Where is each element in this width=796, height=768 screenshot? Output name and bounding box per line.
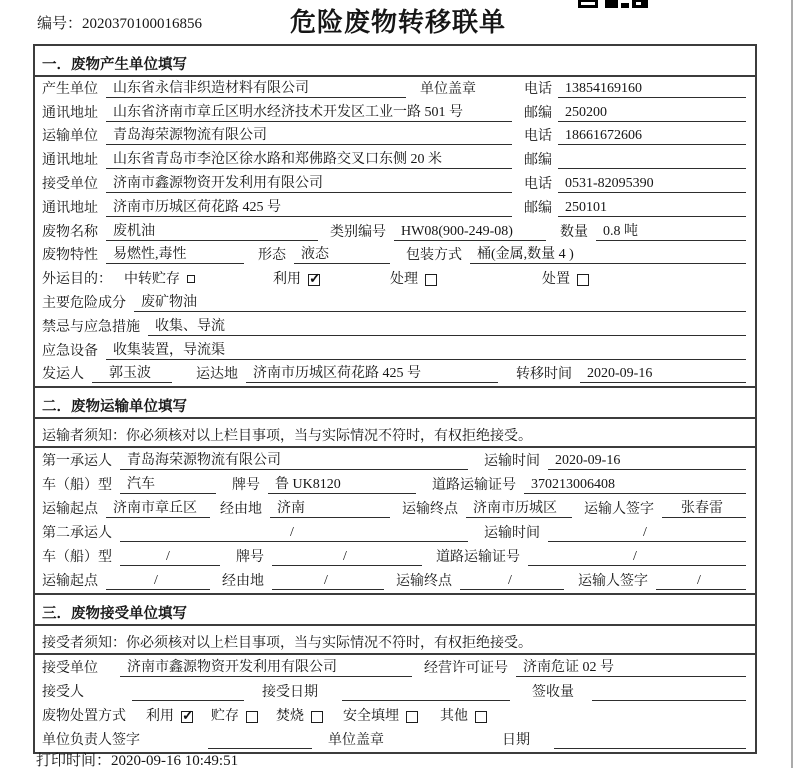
row-receiver-address	[35, 196, 755, 220]
license-label: 经营许可证号	[424, 660, 508, 676]
equipment-value: 收集装置，导流渠	[106, 342, 746, 360]
print-time-value: 2020-09-16 10:49:51	[111, 753, 239, 768]
address-label: 通讯地址	[42, 153, 98, 169]
waste-name-value: 废机油	[106, 223, 318, 241]
transporter-phone-value: 18661672606	[558, 127, 746, 145]
serial-label: 编号：	[37, 16, 83, 32]
transport-time-label: 运输时间	[484, 526, 540, 542]
endpoint-label: 运输终点	[396, 574, 452, 590]
road-permit-label: 道路运输证号	[432, 477, 516, 493]
producer-address-value: 山东省济南市章丘区明水经济技术开发区工业一路 501 号	[106, 104, 512, 122]
receiver-value: 济南市鑫源物资开发利用有限公司	[106, 175, 512, 193]
recipient-label: 接受人	[42, 684, 84, 700]
address-label: 通讯地址	[42, 200, 98, 216]
producer-phone-group	[524, 80, 746, 98]
plate-label: 牌号	[236, 550, 264, 566]
page-title: 危险废物转移联单	[289, 8, 506, 37]
receiver-label: 接受单位	[42, 176, 98, 192]
packing-value: 桶(金属,数量 4 )	[470, 246, 746, 264]
endpoint-2-value: /	[460, 572, 564, 590]
producer-zip-value: 250200	[558, 104, 746, 122]
row-receiving-unit	[35, 655, 755, 679]
phone-label: 电话	[524, 81, 552, 97]
row-vehicle-1	[35, 473, 755, 497]
row-producer	[35, 77, 755, 101]
row-emergency-equipment	[35, 339, 755, 363]
clipped-text-fragment	[632, 0, 648, 8]
road-permit-label: 道路运输证号	[436, 550, 520, 566]
transporter-label: 运输单位	[42, 129, 98, 145]
clipped-text-fragment	[621, 3, 629, 8]
row-waste-character	[35, 244, 755, 268]
receiving-unit-label: 接受单位	[42, 660, 98, 676]
transporter-notice: 运输者须知：你必须核对以上栏目事项，当与实际情况不符时，有权拒绝接受。	[35, 419, 755, 448]
road-permit-2-value: /	[528, 548, 746, 566]
quantity-value: 0.8 吨	[596, 223, 746, 241]
row-taboo-measures	[35, 315, 755, 339]
receiver-address-value: 济南市历城区荷花路 425 号	[106, 199, 512, 217]
checkbox-icon	[425, 274, 437, 286]
transport-time-label: 运输时间	[484, 453, 540, 469]
section2-header: 二．废物运输单位填写	[35, 386, 755, 419]
row-recipient	[35, 680, 755, 704]
transporter-address-value: 山东省青岛市李沧区徐水路和郑佛路交叉口东侧 20 米	[106, 151, 512, 169]
row-producer-address	[35, 101, 755, 125]
hazard-label: 主要危险成分	[42, 295, 126, 311]
origin-label: 运输起点	[42, 501, 98, 517]
transporter-sign-label: 运输人签字	[584, 501, 654, 517]
purpose-option-dispose	[542, 271, 589, 288]
principal-sign-value	[208, 732, 312, 749]
taboo-value: 收集、导流	[148, 318, 746, 336]
via-label: 经由地	[222, 574, 264, 590]
via-label: 经由地	[220, 501, 262, 517]
transfer-time-value: 2020-09-16	[580, 365, 746, 383]
receiving-unit-value: 济南市鑫源物资开发利用有限公司	[120, 659, 412, 677]
producer-zip-group	[524, 104, 746, 122]
sign-date-label: 日期	[502, 733, 530, 749]
disposal-method-label: 废物处置方式	[42, 709, 126, 725]
section3-header: 三．废物接受单位填写	[35, 593, 755, 626]
checkbox-icon	[187, 275, 195, 283]
window-edge-line	[791, 0, 793, 768]
second-carrier-value: /	[120, 524, 468, 542]
receiver-zip-value: 250101	[558, 199, 746, 217]
equipment-label: 应急设备	[42, 343, 98, 359]
purpose-option-storage	[124, 271, 195, 288]
section1-header: 一．废物产生单位填写	[35, 46, 755, 77]
vehicle-type-value: 汽车	[120, 476, 216, 494]
print-time-label: 打印时间：	[36, 753, 112, 768]
waste-name-label: 废物名称	[42, 224, 98, 240]
zip-label: 邮编	[524, 153, 552, 169]
row-route-2	[35, 569, 755, 593]
serial-value: 2020370100016856	[82, 16, 203, 32]
print-timestamp	[36, 749, 238, 768]
row-first-carrier	[35, 448, 755, 472]
receiver-phone-group	[524, 175, 746, 193]
purpose-option-treat	[390, 271, 437, 288]
vehicle-type-2-value: /	[120, 548, 220, 566]
row-transfer-purpose	[35, 267, 755, 291]
disposal-option-landfill	[343, 708, 418, 725]
receiver-phone-value: 0531-82095390	[558, 175, 746, 193]
receive-date-value	[342, 684, 510, 701]
phone-label: 电话	[524, 176, 552, 192]
row-vehicle-2	[35, 545, 755, 569]
road-permit-value: 370213006408	[524, 476, 746, 494]
clipped-stamp-text	[578, 0, 653, 8]
clipped-text-fragment	[578, 0, 598, 8]
destination-label: 运达地	[196, 367, 238, 383]
shipper-value: 郭玉波	[92, 365, 172, 383]
waste-character-value: 易燃性,毒性	[106, 246, 244, 264]
plate-2-value: /	[272, 548, 422, 566]
recipient-value	[132, 684, 244, 701]
zip-label: 邮编	[524, 200, 552, 216]
disposal-option-incinerate	[276, 708, 323, 725]
transporter-value: 青岛海荣源物流有限公司	[106, 127, 512, 145]
transporter-zip-value	[558, 152, 746, 169]
receipt-amount-value	[592, 684, 746, 701]
checkbox-icon	[308, 274, 320, 286]
producer-value: 山东省永信非织造材料有限公司	[106, 80, 406, 98]
form-label: 形态	[258, 248, 286, 264]
row-waste-name	[35, 220, 755, 244]
waste-character-label: 废物特性	[42, 248, 98, 264]
row-transporter	[35, 125, 755, 149]
category-label: 类别编号	[330, 224, 386, 240]
hazard-value: 废矿物油	[134, 294, 746, 312]
plate-label: 牌号	[232, 477, 260, 493]
receiver-notice: 接受者须知：你必须核对以上栏目事项，当与实际情况不符时，有权拒绝接受。	[35, 626, 755, 655]
origin-value: 济南市章丘区	[106, 500, 210, 518]
vehicle-type-label: 车（船）型	[42, 550, 112, 566]
unit-seal-label: 单位盖章	[328, 733, 384, 749]
second-carrier-label: 第二承运人	[42, 526, 112, 542]
form-value: 液态	[294, 246, 390, 264]
checkbox-label: 贮存	[211, 709, 239, 725]
receive-date-label: 接受日期	[262, 684, 318, 700]
endpoint-value: 济南市历城区	[466, 500, 572, 518]
origin-label: 运输起点	[42, 574, 98, 590]
principal-sign-label: 单位负责人签字	[42, 733, 140, 749]
transporter-zip-group	[524, 152, 746, 169]
vehicle-type-label: 车（船）型	[42, 477, 112, 493]
purpose-option-utilize	[273, 271, 320, 288]
checkbox-icon	[311, 711, 323, 723]
checkbox-label: 中转贮存	[124, 272, 180, 288]
checkbox-icon	[577, 274, 589, 286]
zip-label: 邮编	[524, 105, 552, 121]
address-label: 通讯地址	[42, 105, 98, 121]
row-hazard-component	[35, 291, 755, 315]
sign-date-value	[554, 732, 746, 749]
checkbox-icon	[246, 711, 258, 723]
producer-label: 产生单位	[42, 81, 98, 97]
checkbox-label: 焚烧	[276, 709, 304, 725]
transfer-time-label: 转移时间	[516, 367, 572, 383]
checkbox-icon	[181, 711, 193, 723]
taboo-label: 禁忌与应急措施	[42, 319, 140, 335]
via-value: 济南	[270, 500, 390, 518]
receipt-amount-label: 签收量	[532, 684, 574, 700]
row-transporter-address	[35, 148, 755, 172]
first-carrier-value: 青岛海荣源物流有限公司	[120, 452, 468, 470]
transporter-sign-2-value: /	[656, 572, 746, 590]
checkbox-icon	[475, 711, 487, 723]
row-route-1	[35, 497, 755, 521]
quantity-label: 数量	[560, 224, 588, 240]
manifest-form	[33, 44, 757, 754]
clipped-text-fragment	[605, 0, 618, 8]
endpoint-label: 运输终点	[402, 501, 458, 517]
origin-2-value: /	[106, 572, 210, 590]
row-second-carrier	[35, 521, 755, 545]
checkbox-label: 安全填埋	[343, 709, 399, 725]
receiver-zip-group	[524, 199, 746, 217]
plate-value: 鲁 UK8120	[268, 476, 416, 494]
checkbox-label: 其他	[440, 709, 468, 725]
checkbox-icon	[406, 711, 418, 723]
checkbox-label: 利用	[273, 272, 301, 288]
license-value: 济南危证 02 号	[516, 659, 746, 677]
via-2-value: /	[272, 572, 384, 590]
checkbox-label: 处置	[542, 272, 570, 288]
row-shipper	[35, 363, 755, 387]
disposal-option-other	[440, 708, 487, 725]
destination-value: 济南市历城区荷花路 425 号	[246, 365, 498, 383]
shipper-label: 发运人	[42, 367, 84, 383]
producer-phone-value: 13854169160	[558, 80, 746, 98]
category-value: HW08(900-249-08)	[394, 223, 546, 241]
transport-time-value: 2020-09-16	[548, 452, 746, 470]
row-disposal-method	[35, 704, 755, 728]
transporter-sign-label: 运输人签字	[578, 574, 648, 590]
transporter-sign-value: 张春雷	[662, 500, 746, 518]
packing-label: 包装方式	[406, 248, 462, 264]
purpose-label: 外运目的：	[42, 272, 112, 288]
transporter-phone-group	[524, 127, 746, 145]
phone-label: 电话	[524, 129, 552, 145]
disposal-option-utilize	[146, 708, 193, 725]
unit-seal-label: 单位盖章	[420, 81, 476, 97]
disposal-option-store	[211, 708, 258, 725]
transport-time-2-value: /	[548, 524, 746, 542]
checkbox-label: 处理	[390, 272, 418, 288]
row-receiver	[35, 172, 755, 196]
checkbox-label: 利用	[146, 709, 174, 725]
first-carrier-label: 第一承运人	[42, 453, 112, 469]
